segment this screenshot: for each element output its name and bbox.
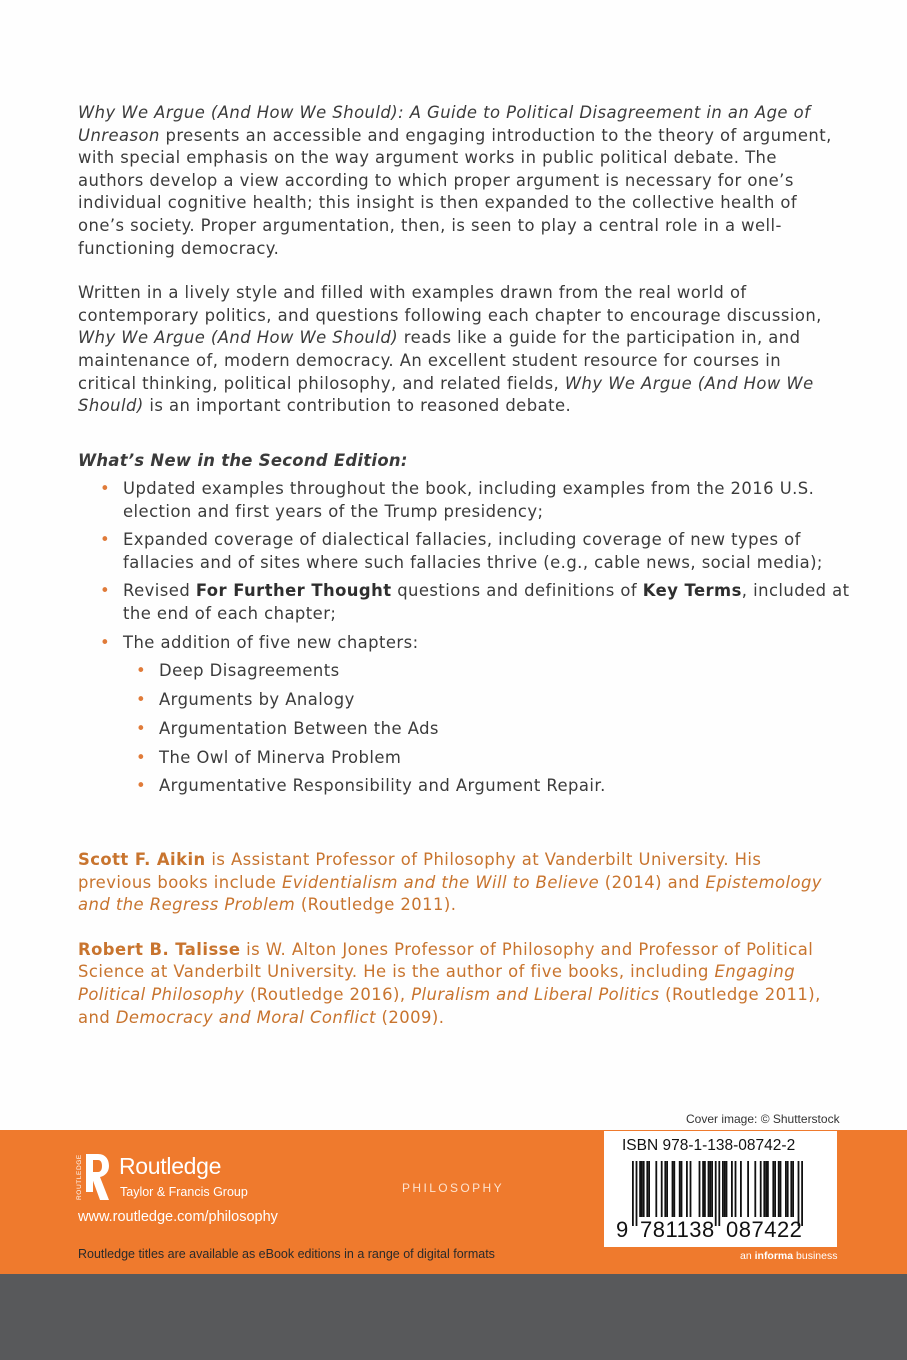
barcode-bar: [722, 1161, 724, 1217]
barcode-bar: [690, 1161, 692, 1217]
barcode-bar: [735, 1161, 737, 1217]
publisher-name: Routledge: [119, 1153, 222, 1179]
barcode-bar: [740, 1161, 742, 1217]
author-bio-talisse: Robert B. Talisse is W. Alton Jones Professor of Philosophy and Professor of Political Science at Vanderbilt University. He is the author of five books, including Engaging Political Philosophy (Routledge 2016), Pluralism and Liberal Politics (Routledge 2011), and Democracy and Moral Conflict (2009).: [78, 939, 821, 1027]
barcode-bar: [792, 1161, 794, 1217]
barcode-bar: [765, 1161, 767, 1217]
barcode-panel: [604, 1131, 837, 1247]
barcode-bar: [709, 1161, 711, 1217]
barcode-bar: [754, 1161, 756, 1217]
list-item: • Revised For Further Thought questions and definitions of Key Terms, included at the end of each chapter;: [100, 580, 850, 625]
barcode-bar: [747, 1161, 749, 1217]
barcode-bar: [646, 1161, 648, 1217]
isbn-number: ISBN 978-1-138-08742-2: [622, 1137, 796, 1154]
barcode-bar: [666, 1161, 668, 1217]
barcode-bar: [715, 1161, 717, 1226]
barcode-bar: [632, 1161, 634, 1226]
chapter-item: • The Owl of Minerva Problem: [123, 747, 850, 770]
routledge-logo-icon: [72, 1152, 110, 1202]
subject-category: PHILOSOPHY: [402, 1181, 505, 1195]
barcode-bar: [767, 1161, 769, 1217]
barcode-bar: [724, 1161, 726, 1217]
book-description: [78, 102, 838, 440]
barcode-bar: [648, 1161, 650, 1217]
barcode-bar: [686, 1161, 688, 1217]
barcode-bar: [708, 1161, 710, 1217]
logo-vertical-text: ROUTLEDGE: [76, 1154, 83, 1200]
barcode-bar: [699, 1161, 701, 1217]
author-name: Scott F. Aikin: [78, 850, 206, 869]
barcode-bar: [772, 1161, 774, 1217]
barcode-bar: [704, 1161, 706, 1217]
barcode-bar: [639, 1161, 641, 1217]
barcode-bar: [681, 1161, 683, 1217]
description-paragraph-1: Why We Argue (And How We Should): A Guide to Political Disagreement in an Age of Unreason presents an accessible and engaging introduction to the theory of argument, with special emphasis on the way argument works in public political debate. The authors develop a view according to which proper argument is necessary for one’s individual cognitive health; this insight is then expanded to the collective health of one’s society. Proper argumentation, then, is seen to play a central role in a well-functioning democracy.: [78, 103, 832, 258]
new-chapters-list: [123, 660, 850, 798]
description-paragraph-2: Written in a lively style and filled with examples drawn from the real world of contemporary politics, and questions following each chapter to encourage discussion, Why We Argue (And How We Should) reads like a guide for the participation in, and maintenance of, modern democracy. An excellent student resource for courses in critical thinking, political philosophy, and related fields, Why We Argue (And How We Should) is an important contribution to reasoned debate.: [78, 283, 822, 416]
barcode-bar: [780, 1161, 782, 1217]
list-item: • Updated examples throughout the book, including examples from the 2016 U.S. election and first years of the Trump presidency;: [100, 478, 850, 523]
barcode-bar: [731, 1161, 733, 1217]
ean-right-digits: 087422: [726, 1217, 803, 1242]
author-name: Robert B. Talisse: [78, 939, 241, 959]
ean-left-digits: 781138: [640, 1217, 715, 1242]
whats-new-list: [100, 478, 850, 804]
barcode-bar: [655, 1161, 657, 1217]
ean-first-digit: 9: [616, 1217, 629, 1242]
barcode-bar: [785, 1161, 787, 1217]
author-bio-aikin: Scott F. Aikin is Assistant Professor of Philosophy at Vanderbilt University. His previous books include Evidentialism and the Will to Believe (2014) and Epistemology and the Regress Problem (Routledge 2011).: [78, 850, 822, 915]
list-item: • The addition of five new chapters: • Deep Disagreements • Arguments by Analogy • Argumentation Between the Ads • The Owl of Minerva Problem • Argumentative Responsibility and Argument Repair.: [100, 632, 850, 798]
author-bios: [78, 849, 838, 1051]
publisher-url[interactable]: www.routledge.com/philosophy: [78, 1209, 278, 1225]
whats-new-heading: What’s New in the Second Edition:: [78, 451, 408, 470]
ebook-note: Routledge titles are available as eBook editions in a range of digital formats: [78, 1247, 495, 1261]
barcode-bar: [664, 1161, 666, 1217]
barcode-bar: [661, 1161, 663, 1217]
chapter-item: • Argumentation Between the Ads: [123, 718, 850, 741]
informa-tagline: an informa business: [740, 1250, 838, 1262]
barcode-bar: [763, 1161, 765, 1217]
list-item: • Expanded coverage of dialectical fallacies, including coverage of new types of fallacies and of sites where such fallacies thrive (e.g., cable news, social media);: [100, 529, 850, 574]
barcode-bar: [726, 1161, 728, 1217]
barcode-bar: [672, 1161, 674, 1217]
chapter-item: • Deep Disagreements: [123, 660, 850, 683]
book-title-italic: Why We Argue (And How We Should): A Guide to Political Disagreement in an Age of Unreason: [78, 103, 811, 145]
barcode-bar: [643, 1161, 645, 1217]
publisher-group: Taylor & Francis Group: [120, 1185, 248, 1199]
barcode-bar: [760, 1161, 762, 1217]
barcode-bar: [790, 1161, 792, 1217]
chapter-item: • Arguments by Analogy: [123, 689, 850, 712]
barcode-bar: [673, 1161, 675, 1217]
barcode-bar: [636, 1161, 638, 1226]
barcode-bar: [787, 1161, 789, 1217]
chapter-item: • Argumentative Responsibility and Argument Repair.: [123, 775, 850, 798]
cover-image-credit: Cover image: © Shutterstock: [686, 1112, 840, 1126]
barcode-bar: [778, 1161, 780, 1217]
barcode-bar: [702, 1161, 704, 1217]
barcode-bar: [711, 1161, 713, 1217]
barcode-bar: [718, 1161, 720, 1226]
bottom-dark-band: [0, 1274, 907, 1360]
barcode-bar: [641, 1161, 643, 1217]
barcode-bar: [679, 1161, 681, 1217]
barcode-bar: [774, 1161, 776, 1217]
